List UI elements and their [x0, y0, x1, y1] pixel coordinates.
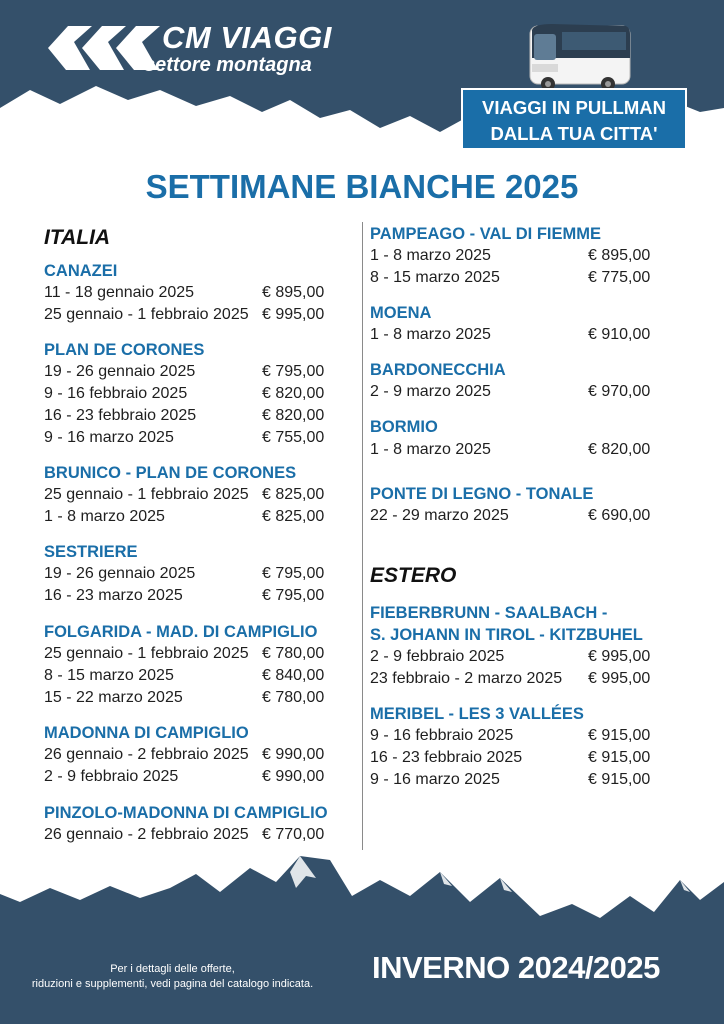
offer-price: € 825,00: [262, 486, 325, 503]
offer-row: [44, 282, 325, 304]
offer-row: [44, 563, 325, 585]
offer-price: € 895,00: [588, 247, 651, 264]
offer-date: 25 gennaio - 1 febbraio 2025: [44, 645, 249, 662]
destination-name: FIEBERBRUNN - SAALBACH -: [370, 604, 608, 622]
destination-name: PONTE DI LEGNO - TONALE: [370, 485, 594, 503]
destination-name: MADONNA DI CAMPIGLIO: [44, 724, 249, 742]
offer-row: [44, 643, 325, 665]
offer-date: 2 - 9 marzo 2025: [370, 383, 491, 400]
offer-price: € 970,00: [588, 383, 651, 400]
offer-row: [44, 484, 325, 506]
offer-row: [44, 665, 325, 687]
brand-subtitle: settore montagna: [144, 54, 312, 76]
offer-row: [44, 304, 325, 326]
offer-date: 26 gennaio - 2 febbraio 2025: [44, 746, 249, 763]
offer-date: 11 - 18 gennaio 2025: [44, 284, 195, 301]
offer-price: € 915,00: [588, 771, 651, 788]
offer-row: [44, 506, 325, 528]
offer-row: [44, 405, 325, 427]
brand-logo: [44, 22, 344, 82]
destination-name-line-2: S. JOHANN IN TIROL - KITZBUHEL: [370, 626, 643, 644]
destination-name: PAMPEAGO - VAL DI FIEMME: [370, 225, 602, 243]
offer-row: [370, 725, 651, 747]
offer-price: € 780,00: [262, 645, 325, 662]
offer-date: 1 - 8 marzo 2025: [370, 441, 491, 458]
offer-date: 19 - 26 gennaio 2025: [44, 363, 196, 380]
offer-date: 16 - 23 marzo 2025: [44, 587, 183, 604]
offer-price: € 755,00: [262, 429, 325, 446]
offer-row: [370, 747, 651, 769]
footer-note: [10, 962, 335, 992]
destination-name: CANAZEI: [44, 262, 118, 280]
destination-name: BORMIO: [370, 418, 438, 436]
offer-date: 9 - 16 marzo 2025: [370, 771, 500, 788]
offer-date: 22 - 29 marzo 2025: [370, 507, 509, 524]
destination-name: PLAN DE CORONES: [44, 341, 205, 359]
offer-price: € 690,00: [588, 507, 651, 524]
offer-date: 9 - 16 marzo 2025: [44, 429, 174, 446]
offer-date: 26 gennaio - 2 febbraio 2025: [44, 826, 249, 843]
offer-date: 1 - 8 marzo 2025: [370, 247, 491, 264]
offer-price: € 995,00: [588, 648, 651, 665]
offer-row: [44, 824, 325, 846]
destination-name: SESTRIERE: [44, 543, 138, 561]
offer-date: 15 - 22 marzo 2025: [44, 689, 183, 706]
offer-date: 8 - 15 marzo 2025: [370, 269, 500, 286]
badge-line-2: DALLA TUA CITTA': [490, 123, 658, 144]
offer-date: 25 gennaio - 1 febbraio 2025: [44, 306, 249, 323]
offer-price: € 895,00: [262, 284, 325, 301]
offer-date: 25 gennaio - 1 febbraio 2025: [44, 486, 249, 503]
offer-row: [370, 267, 651, 289]
offer-date: 23 febbraio - 2 marzo 2025: [370, 670, 563, 687]
offer-price: € 820,00: [262, 407, 325, 424]
destination-name: BRUNICO - PLAN DE CORONES: [44, 464, 297, 482]
offer-price: € 995,00: [588, 670, 651, 687]
offer-row: [370, 245, 651, 267]
destination-name: MERIBEL - LES 3 VALLÉES: [370, 705, 584, 723]
offer-date: 16 - 23 febbraio 2025: [370, 749, 523, 766]
offer-date: 2 - 9 febbraio 2025: [44, 768, 179, 785]
offer-price: € 775,00: [588, 269, 651, 286]
offer-price: € 840,00: [262, 667, 325, 684]
offer-row: [44, 766, 325, 788]
column-divider: [362, 222, 363, 850]
offer-price: € 825,00: [262, 508, 325, 525]
offer-date: 1 - 8 marzo 2025: [370, 326, 491, 343]
destination-name: MOENA: [370, 304, 432, 322]
offer-date: 8 - 15 marzo 2025: [44, 667, 174, 684]
offer-date: 19 - 26 gennaio 2025: [44, 565, 196, 582]
offer-price: € 770,00: [262, 826, 325, 843]
bus-icon: [522, 20, 634, 96]
offer-price: € 780,00: [262, 689, 325, 706]
offer-price: € 990,00: [262, 746, 325, 763]
offer-row: [370, 668, 651, 690]
offer-price: € 820,00: [588, 441, 651, 458]
page-title: SETTIMANE BIANCHE 2025: [145, 168, 579, 205]
offer-date: 9 - 16 febbraio 2025: [370, 727, 514, 744]
offer-price: € 990,00: [262, 768, 325, 785]
offer-price: € 820,00: [262, 385, 325, 402]
offer-price: € 795,00: [262, 363, 325, 380]
offer-row: [44, 744, 325, 766]
offer-date: 9 - 16 febbraio 2025: [44, 385, 188, 402]
offer-row: [44, 361, 325, 383]
offer-price: € 795,00: [262, 565, 325, 582]
offer-row: [370, 646, 651, 668]
offer-price: € 910,00: [588, 326, 651, 343]
offer-row: [44, 585, 325, 607]
offer-date: 1 - 8 marzo 2025: [44, 508, 165, 525]
footer-note-line-1: Per i dettagli delle offerte,: [110, 963, 235, 975]
offer-row: [44, 383, 325, 405]
season-title: INVERNO 2024/2025: [372, 950, 660, 985]
offer-row: [44, 427, 325, 449]
offer-date: 2 - 9 febbraio 2025: [370, 648, 505, 665]
footer-note-line-2: riduzioni e supplementi, vedi pagina del catalogo indicata.: [31, 978, 314, 990]
offer-row: [370, 505, 651, 527]
offer-row: [370, 439, 651, 461]
offer-price: € 915,00: [588, 749, 651, 766]
region-heading-estero: ESTERO: [370, 564, 457, 587]
offer-row: [370, 324, 651, 346]
pullman-badge: [461, 88, 687, 150]
region-heading-italia: ITALIA: [44, 226, 111, 249]
destination-name: BARDONECCHIA: [370, 361, 506, 379]
offer-date: 16 - 23 febbraio 2025: [44, 407, 197, 424]
destination-name: PINZOLO-MADONNA DI CAMPIGLIO: [44, 804, 328, 822]
offer-row: [370, 769, 651, 791]
offer-price: € 795,00: [262, 587, 325, 604]
offer-price: € 995,00: [262, 306, 325, 323]
brand-name: CM VIAGGI: [162, 20, 332, 55]
offer-row: [370, 381, 651, 403]
destination-name: FOLGARIDA - MAD. DI CAMPIGLIO: [44, 623, 318, 641]
offer-price: € 915,00: [588, 727, 651, 744]
badge-line-1: VIAGGI IN PULLMAN: [482, 97, 666, 118]
offer-row: [44, 687, 325, 709]
